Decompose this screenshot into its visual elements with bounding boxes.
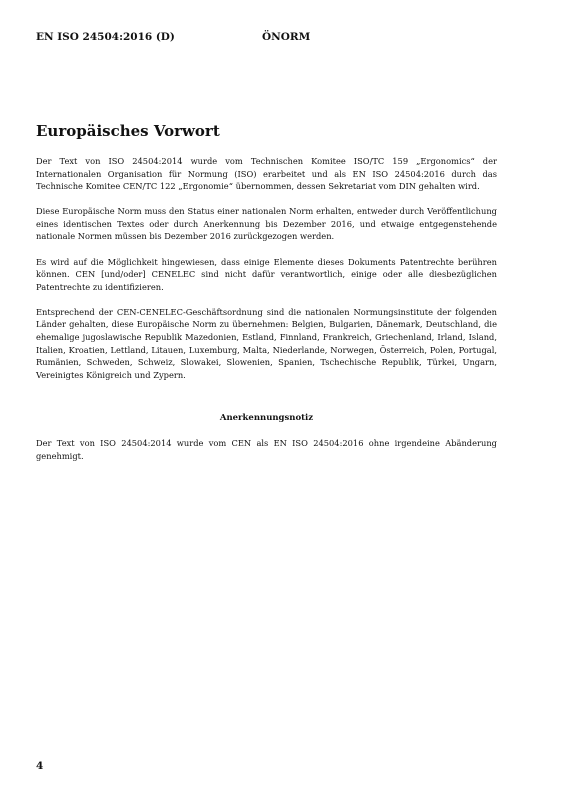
- paragraph-countries: Entsprechend der CEN-CENELEC-Geschäftsordnung sind die nationalen Normungsinstitute der folgenden Länder gehalten, diese Europäische Norm zu übernehmen: Belgien, Bulgarien, Dänemark, Deutschland, die ehemalige jugoslawische Republik Mazedonien, Estland, Finnland, Frankreich, Griechenland, Irland, Island, Italien, Kroatien, Lettland, Litauen, Luxemburg, Malta, Niederlande, Norwegen, Österreich, Polen, Portugal, Rumänien, Schweden, Schweiz, Slowakei, Slowenien, Spanien, Tschechische Republik, Türkei, Ungarn, Vereinigtes Königreich und Zypern.: [36, 306, 497, 380]
- endorsement-text: Der Text von ISO 24504:2014 wurde vom CEN als EN ISO 24504:2016 ohne irgendeine Abänderung genehmigt.: [36, 438, 497, 461]
- paragraph-origin: Der Text von ISO 24504:2014 wurde vom Technischen Komitee ISO/TC 159 „Ergonomics“ der Internationalen Organisation für Normung (ISO) erarbeitet und als EN ISO 24504:2016 durch das Technische Komitee CEN/TC 122 „Ergonomie“ übernommen, dessen Sekretariat vom DIN gehalten wird.: [36, 156, 497, 192]
- page-title: Europäisches Vorwort: [36, 122, 220, 140]
- standard-designation: EN ISO 24504:2016 (D): [36, 31, 175, 43]
- publisher-label: ÖNORM: [262, 31, 311, 43]
- endorsement-heading: Anerkennungsnotiz: [219, 413, 314, 424]
- paragraph-patents: Es wird auf die Möglichkeit hingewiesen, dass einige Elemente dieses Dokuments Patentrechte berühren können. CEN [und/oder] CENELEC sind nicht dafür verantwortlich, einige oder alle diesbezüglichen Patentrechte zu identifizieren.: [36, 256, 497, 292]
- paragraph-status: Diese Europäische Norm muss den Status einer nationalen Norm erhalten, entweder durch Veröffentlichung eines identischen Textes oder durch Anerkennung bis Dezember 2016, und etwaige entgegenstehende nationale Normen müssen bis Dezember 2016 zurückgezogen werden.: [36, 206, 497, 242]
- page-number: 4: [36, 760, 44, 772]
- document-body: [36, 155, 497, 475]
